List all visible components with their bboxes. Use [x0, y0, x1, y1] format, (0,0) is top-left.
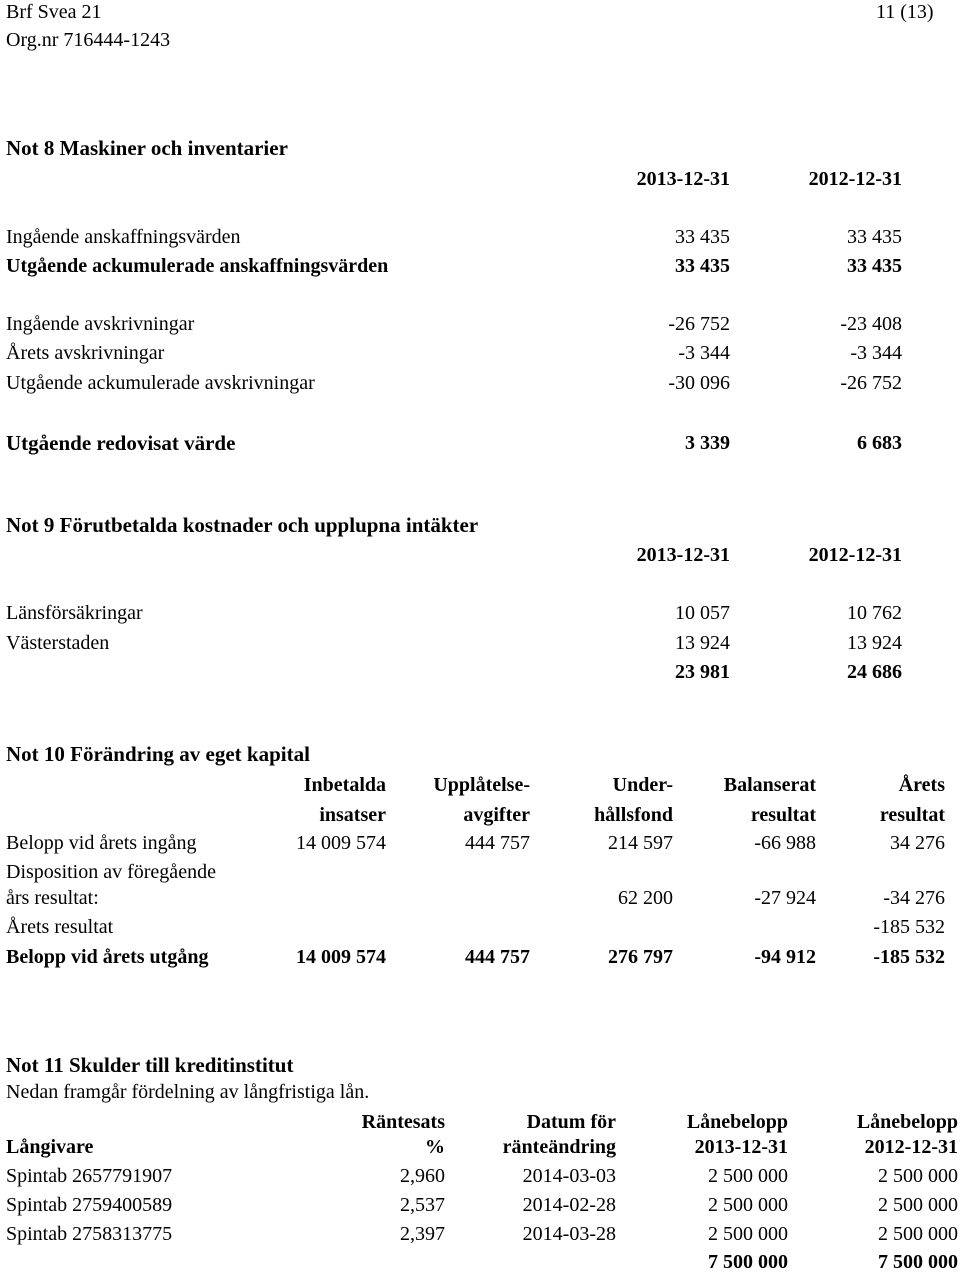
row-value-2012: -23 408 [840, 313, 902, 335]
cell: -185 532 [873, 946, 945, 968]
cell: -34 276 [883, 887, 945, 909]
col-header: Balanserat [723, 774, 816, 796]
cell: -66 988 [754, 832, 816, 854]
total-2013: 7 500 000 [708, 1251, 788, 1273]
cell: 2014-03-28 [522, 1223, 616, 1245]
row-value-2012: 33 435 [847, 226, 902, 248]
cell: 62 200 [618, 887, 673, 909]
row-value-2013: 13 924 [675, 632, 730, 654]
col-header: resultat [879, 804, 945, 826]
cell: Spintab 2759400589 [6, 1194, 173, 1216]
col-header: Räntesats [361, 1111, 445, 1133]
row-value-2013: 10 057 [675, 602, 730, 624]
row-label: Utgående ackumulerade anskaffningsvärden [6, 255, 389, 277]
col-header: Lånebelopp [686, 1111, 788, 1133]
row-value-2012: 10 762 [847, 602, 902, 624]
cell: -185 532 [873, 916, 945, 938]
note11-subtitle: Nedan framgår fördelning av långfristiga lån. [6, 1081, 370, 1103]
col-header: 2013-12-31 [694, 1136, 788, 1158]
cell: 2 500 000 [878, 1223, 958, 1245]
cell: 14 009 574 [296, 946, 386, 968]
total-2012: 24 686 [847, 661, 902, 683]
cell: 2014-02-28 [522, 1194, 616, 1216]
row-value-2013: -26 752 [668, 313, 730, 335]
cell: 14 009 574 [296, 832, 386, 854]
note11-title: Not 11 Skulder till kreditinstitut [6, 1053, 294, 1077]
row-label: Ingående anskaffningsvärden [6, 226, 241, 248]
note9-title: Not 9 Förutbetalda kostnader och upplupna intäkter [6, 513, 479, 537]
col-header: Datum för [526, 1111, 616, 1133]
col-header: ränteändring [502, 1136, 616, 1158]
cell: -94 912 [754, 946, 816, 968]
row-label: Årets resultat [6, 916, 114, 938]
cell: Spintab 2657791907 [6, 1165, 173, 1187]
note10-title: Not 10 Förändring av eget kapital [6, 742, 310, 766]
row-label: Belopp vid årets ingång [6, 832, 197, 854]
cell: 2 500 000 [708, 1223, 788, 1245]
cell: 444 757 [465, 832, 530, 854]
cell: 2 500 000 [878, 1165, 958, 1187]
col-header: resultat [750, 804, 816, 826]
row-value-2013: -3 344 [678, 342, 730, 364]
row-value-2013: -30 096 [668, 372, 730, 394]
org-number: Org.nr 716444-1243 [6, 29, 171, 51]
col-header: Lånebelopp [856, 1111, 958, 1133]
note8-title: Not 8 Maskiner och inventarier [6, 136, 288, 160]
row-value-2012: 33 435 [847, 255, 902, 277]
cell: 34 276 [890, 832, 945, 854]
row-label: Belopp vid årets utgång [6, 946, 209, 968]
cell: 2,960 [400, 1165, 445, 1187]
cell: 2,397 [400, 1223, 445, 1245]
cell: 276 797 [608, 946, 673, 968]
row-label: Ingående avskrivningar [6, 313, 195, 335]
row-value-2013: 3 339 [685, 432, 730, 454]
col-header: Upplåtelse- [433, 774, 530, 796]
col-header: Årets [898, 774, 945, 796]
col-header: Långivare [6, 1136, 94, 1158]
row-label: Utgående ackumulerade avskrivningar [6, 372, 315, 394]
row-label: Årets avskrivningar [6, 342, 165, 364]
cell: 2,537 [400, 1194, 445, 1216]
col-header: avgifter [463, 804, 530, 826]
col-header: hållsfond [594, 804, 673, 826]
total-2013: 23 981 [675, 661, 730, 683]
cell: 2 500 000 [878, 1194, 958, 1216]
row-value-2013: 33 435 [675, 226, 730, 248]
row-value-2012: -3 344 [850, 342, 902, 364]
row-value-2012: 6 683 [857, 432, 902, 454]
page-number: 11 (13) [876, 1, 934, 23]
cell: Spintab 2758313775 [6, 1223, 173, 1245]
col-header: Under- [612, 774, 673, 796]
row-label: Disposition av föregående [6, 861, 216, 883]
row-label: Länsförsäkringar [6, 602, 143, 624]
row-label: Västerstaden [6, 632, 110, 654]
col-header: insatser [319, 804, 386, 826]
company-name: Brf Svea 21 [6, 1, 102, 23]
row-label: års resultat: [6, 887, 99, 909]
cell: 2 500 000 [708, 1165, 788, 1187]
note9-col-2012: 2012-12-31 [808, 544, 902, 566]
row-value-2012: 13 924 [847, 632, 902, 654]
col-header: 2012-12-31 [864, 1136, 958, 1158]
note8-col-2013: 2013-12-31 [636, 168, 730, 190]
cell: 2014-03-03 [522, 1165, 616, 1187]
col-header: Inbetalda [303, 774, 386, 796]
row-value-2012: -26 752 [840, 372, 902, 394]
cell: -27 924 [754, 887, 816, 909]
row-value-2013: 33 435 [675, 255, 730, 277]
cell: 2 500 000 [708, 1194, 788, 1216]
row-label: Utgående redovisat värde [6, 431, 236, 455]
cell: 214 597 [608, 832, 673, 854]
note9-col-2013: 2013-12-31 [636, 544, 730, 566]
col-header: % [425, 1136, 445, 1158]
cell: 444 757 [465, 946, 530, 968]
note8-col-2012: 2012-12-31 [808, 168, 902, 190]
total-2012: 7 500 000 [878, 1251, 958, 1273]
